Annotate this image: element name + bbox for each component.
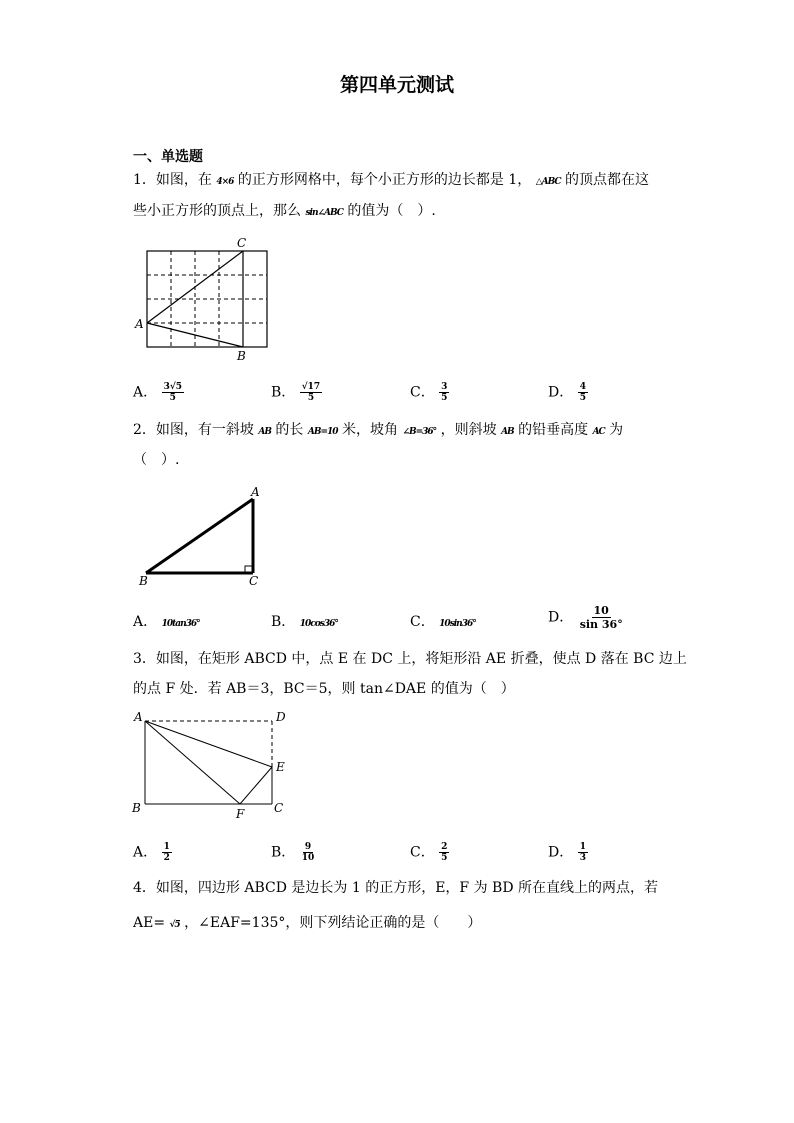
q2-option-b[interactable] xyxy=(271,612,338,634)
q2-label-b: B xyxy=(139,574,148,588)
q1-option-d-fraction xyxy=(578,382,588,403)
denominator: 5 xyxy=(579,393,586,403)
q1-text: 1．如图，在 xyxy=(133,172,212,188)
numerator: 3 xyxy=(441,382,448,392)
q1-option-d[interactable] xyxy=(548,382,588,403)
option-letter: B． xyxy=(271,844,296,861)
q1-grid-expr: 4×6 xyxy=(216,177,234,187)
q4-text: AE= xyxy=(133,915,166,931)
option-letter: C． xyxy=(410,844,435,861)
option-expr: 10cos36° xyxy=(299,619,338,629)
numerator: 1 xyxy=(163,842,170,852)
q1-option-a-fraction xyxy=(162,382,184,403)
q2-angle-expr: ∠B=36° xyxy=(402,427,437,437)
option-letter: B． xyxy=(271,384,296,401)
q4-text: ，∠EAF=135°，则下列结论正确的是（ ） xyxy=(184,915,482,931)
q2-text: 2．如图，有一斜坡 xyxy=(133,422,254,438)
denominator: 10 xyxy=(301,853,315,863)
option-letter: C． xyxy=(410,384,435,401)
q1-option-c[interactable] xyxy=(410,382,449,403)
q2-text-line2: （ ）. xyxy=(133,452,180,468)
q2-text: 为 xyxy=(609,422,624,438)
option-letter: C． xyxy=(410,614,435,630)
option-letter: A． xyxy=(133,384,158,401)
q2-option-d[interactable] xyxy=(548,604,625,631)
q3-option-d[interactable] xyxy=(548,842,588,863)
q3-option-d-fraction xyxy=(578,842,588,863)
q2-option-a[interactable] xyxy=(133,612,200,634)
q2-ac-expr: AC xyxy=(592,427,605,437)
q2-label-a: A xyxy=(251,485,260,499)
q3-option-a[interactable] xyxy=(133,842,172,863)
q3-option-c[interactable] xyxy=(410,842,449,863)
q1-option-a[interactable] xyxy=(133,382,184,403)
numerator: 4 xyxy=(579,382,586,392)
q3-text-line2: 的点 F 处．若 AB＝3，BC＝5，则 tan∠DAE 的值为（ ） xyxy=(133,681,515,697)
q2-length-expr: AB=10 xyxy=(307,427,338,437)
q2-option-d-fraction xyxy=(578,604,625,631)
q1-triangle-expr: △ABC xyxy=(535,177,561,187)
q3-text-line1: 3．如图，在矩形 ABCD 中，点 E 在 DC 上，将矩形沿 AE 折叠，使点 D 落在 BC 边上 xyxy=(133,651,687,667)
q1-text: 的顶点都在这 xyxy=(565,172,650,188)
q1-option-b-fraction xyxy=(300,382,322,403)
q1-text-line2 xyxy=(133,201,436,223)
option-letter: A． xyxy=(133,844,158,861)
denominator: 5 xyxy=(441,853,448,863)
q1-label-a: A xyxy=(135,317,144,331)
q1-option-c-fraction xyxy=(439,382,449,403)
numerator: √17 xyxy=(301,382,321,392)
q1-text: 的正方形网格中，每个小正方形的边长都是 1， xyxy=(237,172,532,188)
option-letter: D． xyxy=(548,844,574,861)
numerator: 10 xyxy=(593,604,609,617)
denominator: 3 xyxy=(579,853,586,863)
q2-label-c: C xyxy=(249,574,259,588)
q3-rectangle-figure xyxy=(130,708,295,823)
q4-sqrt-expr: √5 xyxy=(169,920,180,930)
option-expr: 10tan36° xyxy=(161,619,200,629)
q2-option-c[interactable] xyxy=(410,612,476,634)
q2-text-line1 xyxy=(133,420,623,442)
q2-ab-expr: AB xyxy=(258,427,271,437)
q1-label-b: B xyxy=(237,349,246,363)
numerator: 9 xyxy=(304,842,312,852)
q2-text: 的铅垂高度 xyxy=(518,422,589,438)
numerator: 1 xyxy=(579,842,586,852)
q2-text: 的长 xyxy=(275,422,304,438)
q2-ab-expr: AB xyxy=(501,427,514,437)
denominator: 5 xyxy=(441,393,448,403)
option-letter: D． xyxy=(548,384,574,401)
option-letter: B． xyxy=(271,614,296,630)
q2-slope-figure xyxy=(133,482,273,592)
page-title: 第四单元测试 xyxy=(339,74,454,96)
q3-label-b: B xyxy=(132,801,141,815)
q3-label-d: D xyxy=(276,710,286,724)
denominator: 5 xyxy=(169,393,176,403)
q1-label-c: C xyxy=(237,236,247,250)
denominator: 2 xyxy=(163,853,170,863)
numerator: 3√5 xyxy=(163,382,183,392)
denominator: 5 xyxy=(307,393,315,403)
q1-option-b[interactable] xyxy=(271,382,322,403)
q1-sin-expr: sin∠ABC xyxy=(305,208,343,218)
option-letter: D． xyxy=(548,609,574,626)
q2-text: ，则斜坡 xyxy=(440,422,497,438)
q3-option-c-fraction xyxy=(439,842,449,863)
q1-grid-figure xyxy=(130,235,280,365)
q3-option-b-fraction xyxy=(300,842,317,863)
q3-option-a-fraction xyxy=(162,842,172,863)
q4-text-line1: 4．如图，四边形 ABCD 是边长为 1 的正方形，E，F 为 BD 所在直线上的两点，若 xyxy=(133,880,659,896)
q1-text-line1 xyxy=(133,170,649,192)
q3-label-c: C xyxy=(274,801,284,815)
q1-text: 些小正方形的顶点上，那么 xyxy=(133,203,301,219)
option-letter: A． xyxy=(133,614,158,630)
q2-text: 米，坡角 xyxy=(341,422,398,438)
q3-label-a: A xyxy=(134,710,143,724)
denominator: sin 36° xyxy=(579,618,623,631)
numerator: 2 xyxy=(441,842,448,852)
q3-option-b[interactable] xyxy=(271,842,316,863)
q3-label-e: E xyxy=(276,760,285,774)
q4-text-line2 xyxy=(133,913,481,935)
q1-text: 的值为（ ）. xyxy=(347,203,436,219)
q3-label-f: F xyxy=(236,807,245,821)
section-heading: 一、单选题 xyxy=(133,149,203,165)
option-expr: 10sin36° xyxy=(439,619,476,629)
